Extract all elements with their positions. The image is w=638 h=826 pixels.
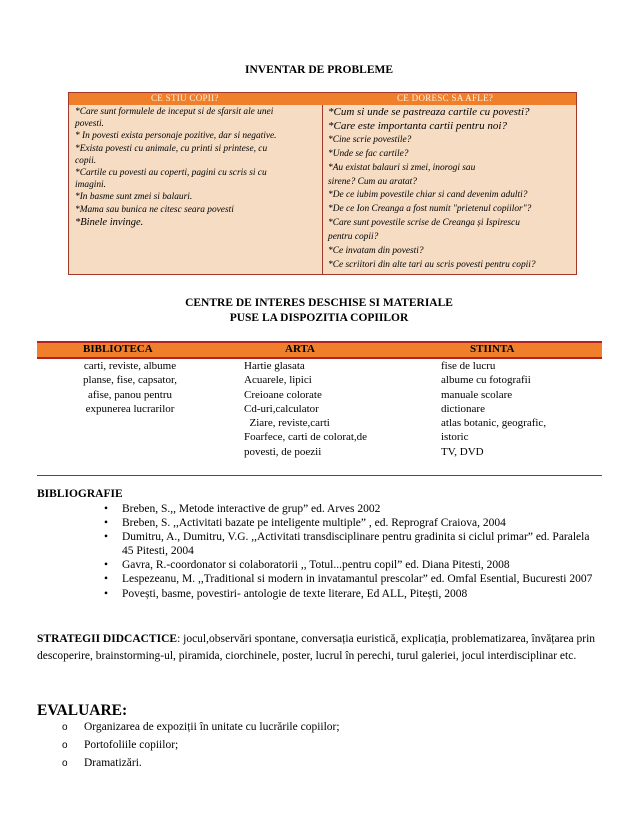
known-fact: *Cartile cu povesti au coperti, pagini cu scris si cu [75,168,267,179]
question: *Cine scrie povestile? [328,134,412,145]
evaluation-item: o Organizarea de expoziții în unitate cu lucrările copiilor; [62,719,340,737]
material-item: Creioane colorate [244,388,322,401]
question: *Ce scriitori din alte tari au scris povesti pentru copii? [328,259,536,270]
question: *Unde se fac cartile? [328,148,409,159]
strategies-label: STRATEGII DIDCACTICE [37,633,178,645]
question: *De ce Ion Creanga a fost numit "prietenul copiilor"? [328,204,532,215]
bibliography-item: • Povești, basme, povestiri- antologie de texte literare, Ed ALL, Pitești, 2008 [104,587,594,601]
header-stiinta: STIINTA [470,343,515,355]
known-fact: *In basme sunt zmei si balauri. [75,192,193,203]
material-item: Hartie glasata [244,360,305,372]
material-item: fise de lucru [441,360,496,372]
col2-header: CE DORESC SA AFLE? [397,93,494,103]
question: *Cum si unde se pastreaza cartile cu povesti? [328,106,530,118]
known-fact: *Exista povesti cu animale, cu printi si printese, cu [75,143,268,154]
header-biblioteca: BIBLIOTECA [83,343,153,355]
header-arta: ARTA [285,343,315,355]
evaluation-item: o Portofoliile copiilor; [62,737,340,755]
question: *Ce invatam din povesti? [328,246,424,257]
material-item: povesti, de poezii [244,445,322,458]
material-item: albume cu fotografii [441,374,531,387]
biblioteca-column [60,359,200,416]
bibliography-list [104,502,594,601]
centers-title-line1: CENTRE DE INTERES DESCHISE SI MATERIALE [185,297,453,309]
known-fact: copii. [75,155,97,166]
material-item: TV, DVD [441,445,484,458]
question: *Care este importanta cartii pentru noi? [328,119,507,132]
questions-column [328,106,574,273]
question: *Care sunt povestile scrise de Creanga și Ispirescu [328,218,520,229]
material-item: Acuarele, lipici [244,374,312,387]
inventory-table [68,92,577,275]
bibliography-title: BIBLIOGRAFIE [37,488,123,500]
bibliography-item: • Breben, S. ,,Activitati bazate pe inteligente multiple” , ed. Reprograf Craiova, 2004 [104,516,594,530]
known-fact: *Mama sau bunica ne citesc seara povesti [75,204,234,215]
strategies-text: : jocul,observări spontane, conversația euristică, explicația, problematizarea, învățarea prin descoperire, brainstorming-ul, piramida, ciorchinele, poster, lucrul în perechi, turul galeriei, jocul interdisciplinar etc. [37,633,596,662]
known-fact: * In povesti exista personaje pozitive, dar si negative. [75,131,277,142]
stiinta-column [441,359,591,459]
bibliography-item: • Gavra, R.-coordonator si colaboratorii ,, Totul...pentru copil” ed. Diana Pitesti, 2008 [104,558,594,572]
known-facts-column [75,106,319,229]
material-item: Cd-uri,calculator [244,402,319,415]
material-item: dictionare [441,402,485,415]
question: *Au existat balauri si zmei, inorogi sau [328,162,476,173]
centers-title-line2: PUSE LA DISPOZITIA COPIILOR [229,312,409,324]
strategies-paragraph [37,631,602,664]
column-divider [322,105,323,274]
material-item: planse, fise, capsator, [83,374,177,387]
material-item: manuale scolare [441,388,513,401]
bibliography-item: • Dumitru, A., Dumitru, V.G. ,,Activitati transdisciplinare pentru gradinita si ciclul primar” ed. Paralela 45 Pitesti, 2004 [104,530,594,558]
known-fact: *Binele invinge. [75,216,144,228]
centers-table-bottom-rule [37,475,602,476]
material-item: Foarfece, carti de colorat,de [244,431,368,444]
material-item: expunerea lucrarilor [85,402,175,415]
question: sirene? Cum au aratat? [328,176,417,187]
question: pentru copii? [328,232,379,243]
material-item: Ziare, reviste,carti [244,417,330,430]
material-item: istoric [441,431,469,444]
col1-header: CE STIU COPII? [151,93,219,103]
evaluation-title: EVALUARE: [37,702,128,719]
evaluation-item: o Dramatizări. [62,755,340,773]
bibliography-item: • Breben, S.,, Metode interactive de grup” ed. Arves 2002 [104,502,594,516]
question: *De ce iubim povestile chiar si cand devenim adulti? [328,190,528,201]
inventory-title: INVENTAR DE PROBLEME [244,64,394,76]
evaluation-list [62,719,340,772]
inventory-table-header [69,93,576,105]
material-item: afise, panou pentru [88,388,172,401]
material-item: carti, reviste, albume [83,360,177,372]
known-fact: *Care sunt formulele de inceput si de sfarsit ale unei [75,107,274,117]
known-fact: imagini. [75,180,106,191]
bibliography-item: • Lespezeanu, M. ,,Traditional si modern in invatamantul prescolar” ed. Omfal Esential, Bucuresti 2007 [104,572,594,586]
material-item: atlas botanic, geografic, [441,417,547,430]
known-fact: povesti. [75,119,104,130]
centers-table-header [37,341,602,359]
arta-column [244,359,404,459]
